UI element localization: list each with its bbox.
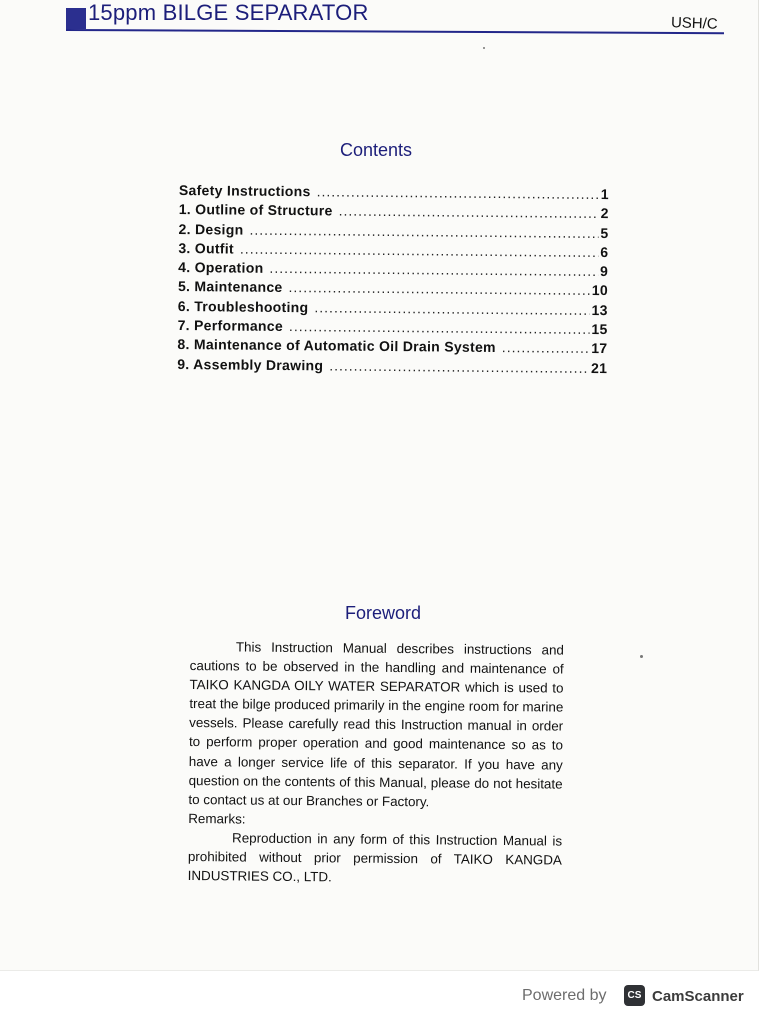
toc-dot-leader xyxy=(269,260,598,277)
remarks-paragraph: Reproduction in any form of this Instruction Manual is prohibited without prior permission of TAIKO KANGDA INDUSTRIES CO., LTD. xyxy=(187,830,563,885)
foreword-paragraph: This Instruction Manual describes instructions and cautions to be observed in the handling and maintenance of TAIKO KANGDA OILY WATER SEPARATOR which is used to treat the bilge produced primarily in the engine room for marine vessels. Please carefully read this Instruction manual in order to perform proper operation and good maintenance so as to have a longer service life of this separator. If you have any question on the contents of this Manual, please do not hesitate to contact us at our Branches or Factory. xyxy=(188,639,564,810)
toc-entry-page: 17 xyxy=(591,340,608,357)
toc-entry-label: 8. Maintenance of Automatic Oil Drain System xyxy=(177,336,496,356)
header-rule xyxy=(66,29,724,34)
toc-dot-leader xyxy=(289,280,590,297)
toc-entry-page: 13 xyxy=(591,301,608,318)
toc-entry-label: Safety Instructions xyxy=(178,182,311,200)
toc-entry-page: 9 xyxy=(599,263,609,280)
toc-dot-leader xyxy=(249,221,598,238)
toc-entry-label: 4. Operation xyxy=(178,259,264,277)
toc-entry-label: 3. Outfit xyxy=(178,239,235,257)
toc-entry-page: 2 xyxy=(600,205,609,222)
toc-dot-leader xyxy=(339,203,599,219)
remarks-label: Remarks: xyxy=(188,810,246,827)
toc-entry-label: 1. Outline of Structure xyxy=(178,201,333,219)
camscanner-logo-icon: CS xyxy=(624,985,645,1006)
toc-entry-label: 6. Troubleshooting xyxy=(177,297,309,316)
toc-dot-leader xyxy=(240,240,598,257)
document-title: 15ppm BILGE SEPARATOR xyxy=(88,0,369,25)
toc-entry-label: 9. Assembly Drawing xyxy=(177,355,324,374)
toc-entry-page: 1 xyxy=(600,186,609,203)
toc-dot-leader xyxy=(317,183,599,200)
toc-entry-page: 21 xyxy=(590,359,608,376)
toc-entry-label: 7. Performance xyxy=(177,317,284,335)
scan-speck xyxy=(640,655,643,658)
document-code: USH/C xyxy=(670,14,718,33)
toc-dot-leader xyxy=(314,299,589,316)
toc-entry-label: 5. Maintenance xyxy=(177,278,283,296)
toc-entry-page: 5 xyxy=(600,224,609,241)
toc-entry-label: 2. Design xyxy=(178,220,244,238)
contents-heading: Contents xyxy=(340,140,413,160)
header-square-mark xyxy=(66,8,86,29)
toc-entry-page: 15 xyxy=(591,321,608,338)
toc-dot-leader xyxy=(502,339,590,354)
toc-dot-leader xyxy=(329,357,589,373)
toc-entry-page: 10 xyxy=(591,282,609,299)
toc-entry xyxy=(177,356,607,379)
scan-speck xyxy=(483,47,485,49)
powered-by-label: Powered by xyxy=(522,987,607,1004)
camscanner-brand-name: CamScanner xyxy=(652,988,744,1005)
table-of-contents xyxy=(177,182,609,379)
toc-dot-leader xyxy=(289,318,590,335)
foreword-heading: Foreword xyxy=(345,603,422,623)
toc-entry-page: 6 xyxy=(600,243,609,261)
foreword-body xyxy=(188,637,564,889)
